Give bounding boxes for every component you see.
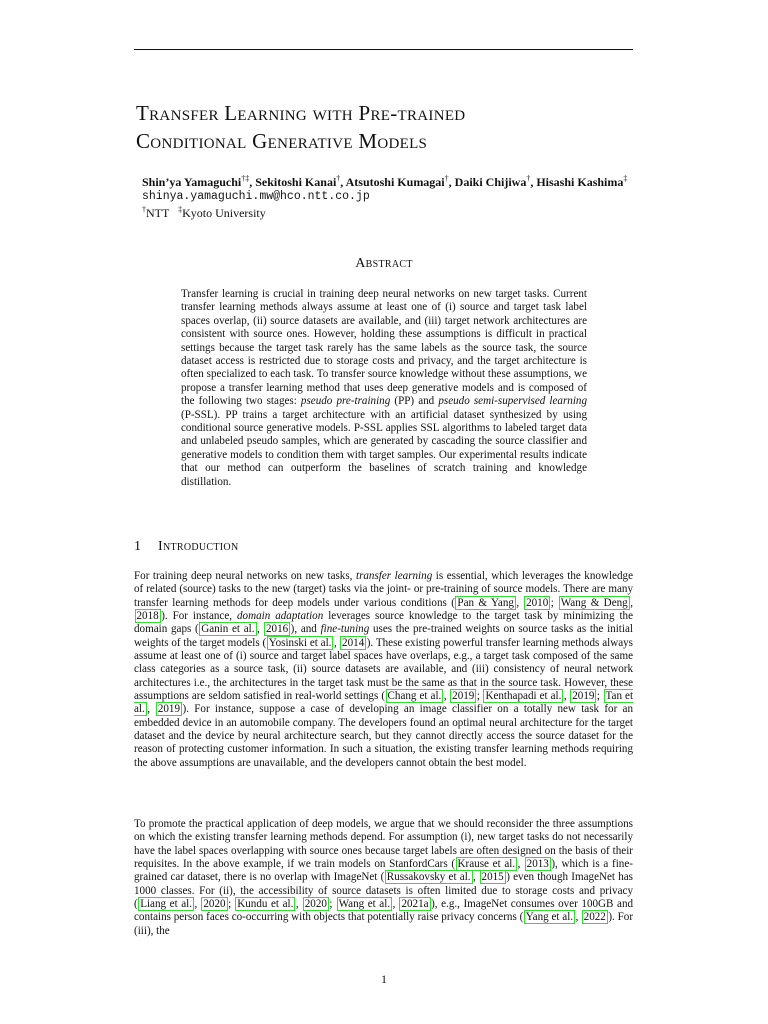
text-span: ), e.g., ImageNet consumes over 100GB and contains person faces co-occurring with objects that potentially raise privacy concerns (	[134, 898, 634, 924]
text-span: leverages source knowledge to the target task by minimizing the domain gaps (	[134, 610, 633, 636]
text-span: ). For instance, suppose a case of developing an image classifier on a totally new task for an embedded device in an automobile company. The developers found an optimal neural architecture for the target dataset and the device by neural architecture search, but they cannot directly access the source dataset for the reason of protecting customer information. In such a situation, the existing transfer learning methods requiring the above assumptions are unavailable, and the developers cannot obtain the best model.	[134, 703, 634, 769]
citation-link[interactable]: 2010	[526, 596, 549, 609]
author-mark: †	[336, 174, 341, 183]
text-span: ;	[550, 596, 559, 609]
citation-link[interactable]: Ganin et al.	[201, 623, 255, 636]
text-span: ), which is a fine-grained car dataset, there is no overlap with ImageNet (	[134, 858, 633, 884]
citation-link[interactable]: 2015	[481, 871, 504, 884]
abstract-heading: Abstract	[355, 256, 413, 271]
author-name: Sekitoshi Kanai	[255, 175, 337, 189]
citation-link[interactable]: 2019	[157, 703, 181, 716]
text-span: ,	[392, 898, 399, 911]
text-span: ,	[517, 858, 525, 871]
section-number: 1	[134, 539, 141, 554]
text-span: To promote the practical application of deep models, we argue that we should reconsider the three assumptions on which the existing transfer learning methods depend. For assumption (i), new target tasks do not necessarily have the label spaces overlapping with source ones because target labels are often designed on the basis of their requisites. In the above example, if we train models on StanfordCars (	[134, 818, 633, 871]
citation-link[interactable]: 2019	[572, 690, 595, 703]
text-span: ,	[443, 690, 450, 703]
text-span: ,	[575, 911, 582, 924]
citation-link[interactable]: Liang et al.	[140, 898, 193, 911]
citation-link[interactable]: Kundu et al.	[237, 898, 294, 911]
text-span: uses the pre-trained weights on source tasks as the initial weights of the target models (	[134, 623, 633, 649]
intro-paragraph-1	[134, 570, 633, 770]
text-span: ;	[228, 898, 235, 911]
affiliation-name: Kyoto University	[182, 206, 266, 220]
text-span: ) even though ImageNet has 1000 classes. For (ii), the accessibility of source datasets is often limited due to storage costs and privacy (	[134, 871, 634, 911]
text-span: ,	[516, 596, 524, 609]
citation-link[interactable]: Wang & Deng	[560, 596, 628, 609]
text-span: ;	[329, 898, 337, 911]
citation-link[interactable]: Russakovsky et al.	[386, 871, 471, 884]
abstract-emphasis: pseudo semi-supervised learning	[438, 395, 588, 408]
text-span: ). These existing powerful transfer learning methods always assume at least one of (i) source and target label spaces have overlaps, e.g., a target task composed of the same class categories as a source task, (ii) source datasets are available, and (iii) consistency of neural network architectures i.e., the architectures in the target task must be the same as that in the source task. However, these assumptions are seldom satisfied in real-world settings (	[134, 636, 634, 703]
author-mark: †	[444, 174, 449, 183]
section-title: Introduction	[158, 539, 239, 554]
text-span: ,	[257, 623, 264, 636]
text-span: ;	[476, 690, 483, 703]
text-span: ,	[333, 636, 340, 649]
citation-link[interactable]: 2016	[265, 623, 289, 636]
citation-link[interactable]: Chang et al.	[387, 690, 442, 703]
citation-link[interactable]: Tan et al.	[134, 690, 634, 716]
author-name: Daiki Chijiwa	[454, 175, 527, 189]
citation-link[interactable]: 2020	[203, 898, 226, 911]
text-span: ,	[147, 703, 156, 716]
citation-link[interactable]: 2019	[452, 690, 475, 703]
title-line-1: Transfer Learning with Pre-trained	[136, 101, 466, 125]
citation-link[interactable]: Yosinski et al.	[268, 636, 332, 649]
text-span: ,	[194, 898, 201, 911]
abstract-span: Transfer learning is crucial in training deep neural networks on new target tasks. Current transfer learning methods always assume at least one of (i) source and target task label spaces overlap, (ii) source datasets are available, and (iii) target network architectures are consistent with source ones. However, holding these assumptions is difficult in practical settings because the target task rarely has the same labels as the source task, the source dataset access is restricted due to storage costs and privacy, and the target architecture is often specialized to each task. To transfer source knowledge without these assumptions, we propose a transfer learning method that uses deep generative models and is composed of the following two stages:	[181, 288, 587, 408]
author-name: Atsutoshi Kumagai	[345, 175, 445, 189]
citation-link[interactable]: Krause et al.	[457, 858, 516, 871]
author-name: Hisashi Kashima	[536, 175, 624, 189]
abstract-text	[181, 288, 587, 489]
text-span: ). For instance,	[161, 610, 237, 623]
citation-link[interactable]: Kenthapadi et al.	[485, 690, 562, 703]
paper-title	[136, 99, 656, 155]
text-span: ,	[473, 871, 480, 884]
citation-link[interactable]: 2018	[136, 610, 159, 623]
abstract-span: (PP) and	[390, 395, 439, 408]
intro-paragraph-2	[134, 818, 633, 938]
text-span: ,	[630, 596, 633, 609]
affiliation-mark: †	[142, 205, 146, 214]
abstract-emphasis: pseudo pre-training	[300, 395, 391, 408]
affiliation-name: NTT	[146, 206, 170, 220]
citation-link[interactable]: Pan & Yang	[457, 596, 514, 609]
text-emphasis: transfer learning	[355, 570, 433, 582]
text-span: ,	[295, 898, 303, 911]
page-number: 1	[381, 972, 387, 986]
citation-link[interactable]: Wang et al.	[338, 898, 391, 911]
text-span: ;	[596, 690, 604, 703]
citation-link[interactable]: 2013	[526, 858, 549, 871]
abstract-span: (P-SSL). PP trains a target architecture with an artificial dataset synthesized by using conditional source generative models. P-SSL applies SSL algorithms to labeled target data and unlabeled pseudo samples, which are generated by cascading the source classifier and generative models to condition them with target samples. Our experimental results indicate that our method can outperform the baselines of scratch training and knowledge distillation.	[181, 408, 587, 488]
top-rule	[134, 49, 633, 50]
citation-link[interactable]: 2021a	[401, 898, 429, 911]
text-span: ), and	[290, 623, 321, 636]
text-span: ,	[563, 690, 570, 703]
text-emphasis: domain adaptation	[236, 610, 324, 623]
affiliation-mark: ‡	[178, 205, 183, 214]
author-email[interactable]: shinya.yamaguchi.mw@hco.ntt.co.jp	[142, 190, 370, 203]
title-line-2: Conditional Generative Models	[136, 129, 428, 153]
text-span: is essential, which leverages the knowledge of related (source) tasks to the new (target) tasks via the joint- or pre-training of source models. There are many transfer learning methods for deep models under various conditions (	[134, 570, 633, 609]
citation-link[interactable]: 2020	[304, 898, 327, 911]
text-span: For training deep neural networks on new tasks,	[134, 570, 356, 582]
author-list: Shin’ya Yamaguchi†‡, Sekitoshi Kanai†, Atsutoshi Kumagai†, Daiki Chijiwa†, Hisashi Kashima‡	[142, 174, 628, 189]
section-heading	[134, 539, 238, 555]
affiliations	[142, 205, 266, 221]
author-mark: ‡	[623, 174, 628, 183]
text-emphasis: fine-tuning	[320, 623, 370, 636]
author-mark: †	[526, 174, 531, 183]
citation-link[interactable]: 2022	[583, 911, 606, 924]
citation-link[interactable]: Yang et al.	[525, 911, 574, 924]
text-span: ). For (iii), the	[134, 911, 634, 937]
author-name: Shin’ya Yamaguchi	[142, 175, 242, 189]
author-mark: †‡	[241, 174, 250, 183]
citation-link[interactable]: 2014	[342, 636, 365, 649]
